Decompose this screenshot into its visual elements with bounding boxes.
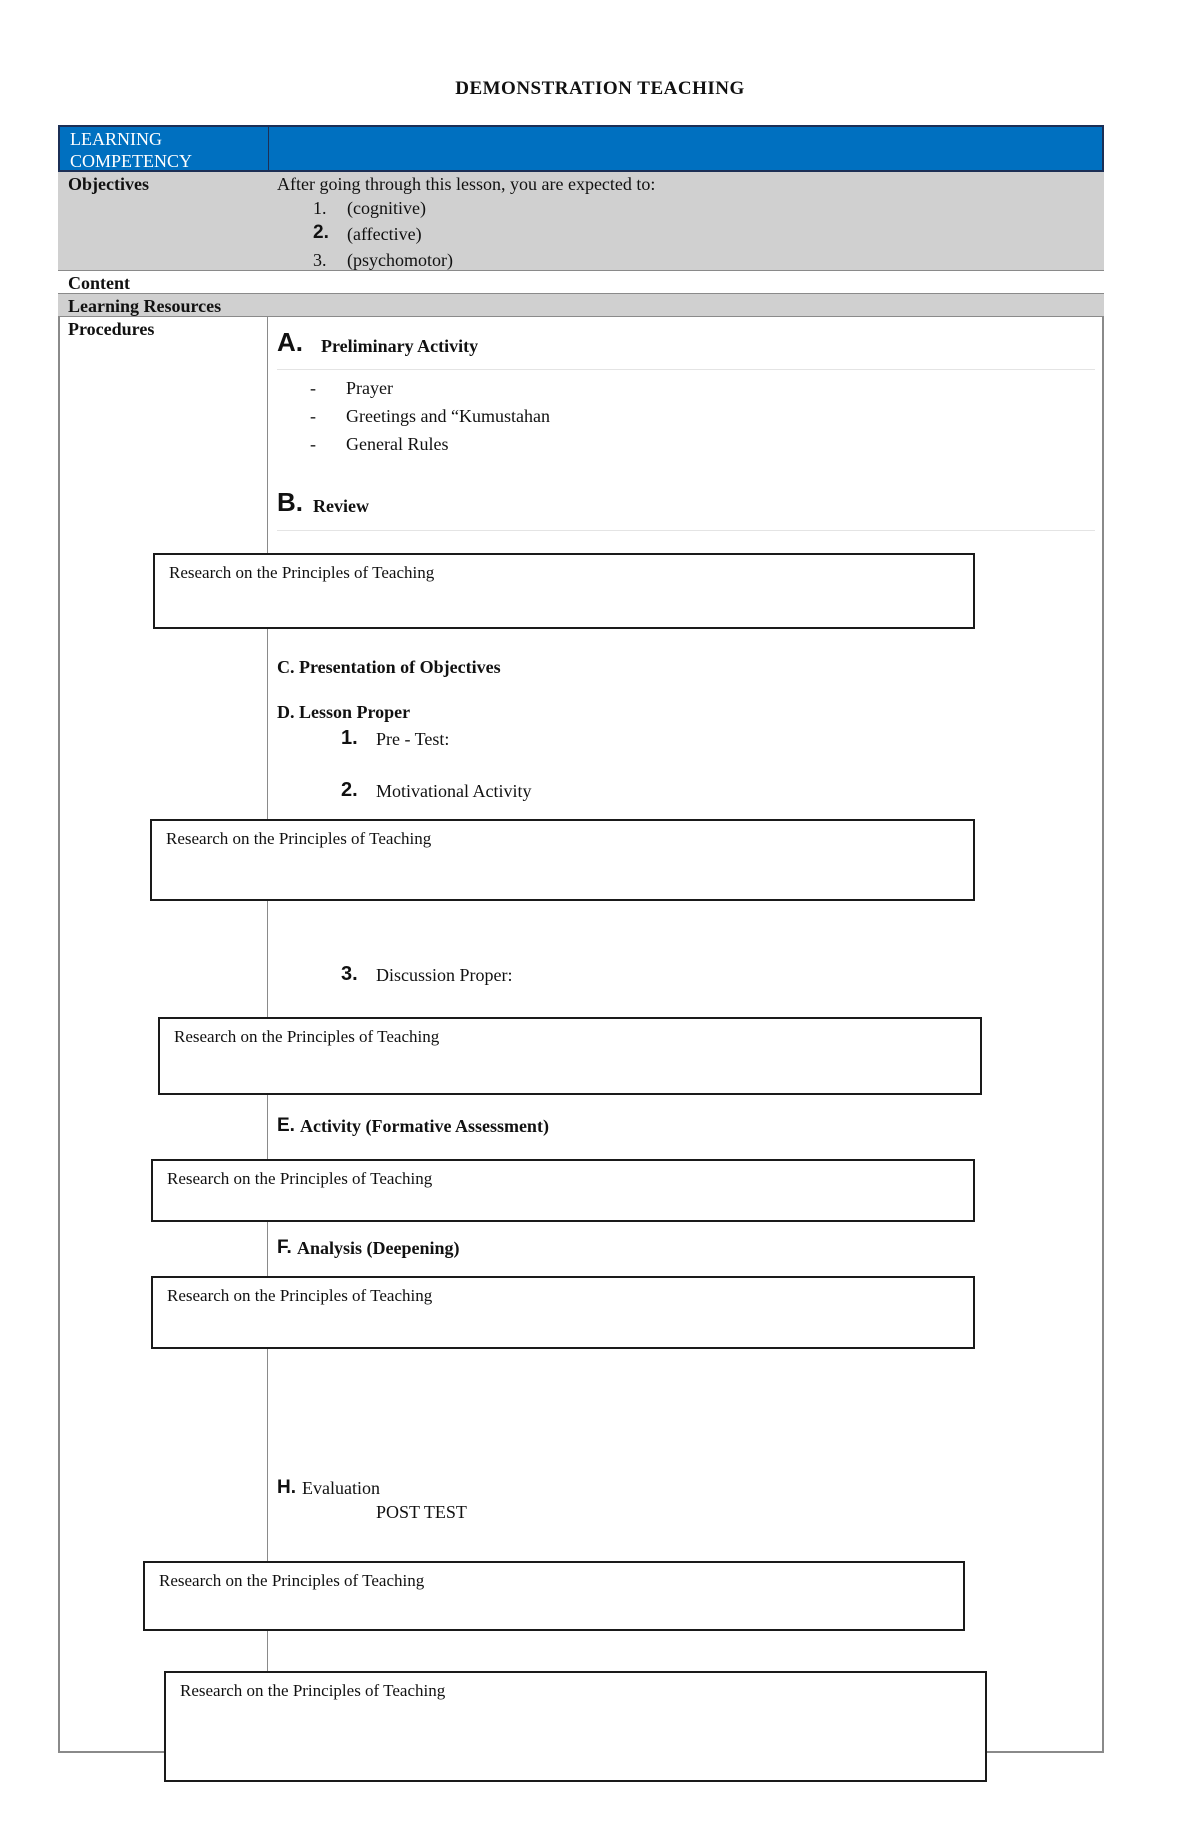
section-d-title: D. Lesson Proper <box>277 702 411 722</box>
learning-resources-label: Learning Resources <box>68 296 222 316</box>
learning-competency-row <box>58 125 1104 172</box>
section-b-title: Review <box>313 496 369 516</box>
lesson-step: Discussion Proper: <box>376 965 513 985</box>
overlay-box-text: Research on the Principles of Teaching <box>174 1027 440 1046</box>
table-column-divider <box>267 125 268 1753</box>
list-item: Prayer <box>346 378 393 398</box>
post-test-label: POST TEST <box>376 1502 467 1522</box>
procedures-row <box>58 317 1104 339</box>
lesson-step-number: 1. <box>341 727 358 749</box>
overlay-text-box <box>151 1159 975 1222</box>
overlay-text-box <box>158 1017 982 1095</box>
content-row <box>58 271 1104 294</box>
content-label: Content <box>68 273 130 293</box>
section-divider <box>277 530 1095 531</box>
overlay-text-box <box>151 1276 975 1349</box>
list-item: General Rules <box>346 434 449 454</box>
bullet-dash: - <box>310 406 316 426</box>
lesson-step-number: 2. <box>341 779 358 801</box>
objectives-intro: After going through this lesson, you are expected to: <box>277 174 656 194</box>
overlay-box-text: Research on the Principles of Teaching <box>169 563 435 582</box>
overlay-text-box <box>164 1671 987 1782</box>
objective-item: (affective) <box>347 224 422 244</box>
objective-number: 3. <box>313 250 327 270</box>
section-f-title: Analysis (Deepening) <box>297 1238 460 1258</box>
bullet-dash: - <box>310 434 316 454</box>
section-c-title: C. Presentation of Objectives <box>277 657 501 677</box>
lesson-step: Motivational Activity <box>376 781 532 801</box>
section-f-letter: F. <box>277 1237 292 1258</box>
row-divider <box>268 127 269 170</box>
objective-number: 2. <box>313 222 329 243</box>
objective-item: (psychomotor) <box>347 250 453 270</box>
overlay-box-text: Research on the Principles of Teaching <box>166 829 432 848</box>
section-h-letter: H. <box>277 1477 296 1498</box>
overlay-box-text: Research on the Principles of Teaching <box>180 1681 446 1700</box>
objective-number: 1. <box>313 198 327 218</box>
section-divider <box>277 369 1095 370</box>
overlay-text-box <box>143 1561 965 1631</box>
overlay-box-text: Research on the Principles of Teaching <box>167 1286 433 1305</box>
learning-resources-row <box>58 294 1104 317</box>
bullet-dash: - <box>310 378 316 398</box>
procedures-label: Procedures <box>68 319 155 339</box>
learning-competency-label: LEARNING COMPETENCY <box>70 129 193 171</box>
objective-item: (cognitive) <box>347 198 426 218</box>
section-a-letter: A. <box>277 327 303 357</box>
overlay-text-box <box>153 553 975 629</box>
overlay-box-text: Research on the Principles of Teaching <box>159 1571 425 1590</box>
section-a-title: Preliminary Activity <box>321 336 479 356</box>
overlay-text-box <box>150 819 975 901</box>
document-title: DEMONSTRATION TEACHING <box>455 78 745 99</box>
lesson-step: Pre - Test: <box>376 729 450 749</box>
section-b-letter: B. <box>277 487 303 517</box>
overlay-box-text: Research on the Principles of Teaching <box>167 1169 433 1188</box>
objectives-label: Objectives <box>68 174 149 194</box>
list-item: Greetings and “Kumustahan <box>346 406 550 426</box>
lesson-step-number: 3. <box>341 963 358 985</box>
section-e-title: Activity (Formative Assessment) <box>300 1116 549 1136</box>
section-e-letter: E. <box>277 1115 295 1136</box>
section-h-title: Evaluation <box>302 1478 380 1498</box>
